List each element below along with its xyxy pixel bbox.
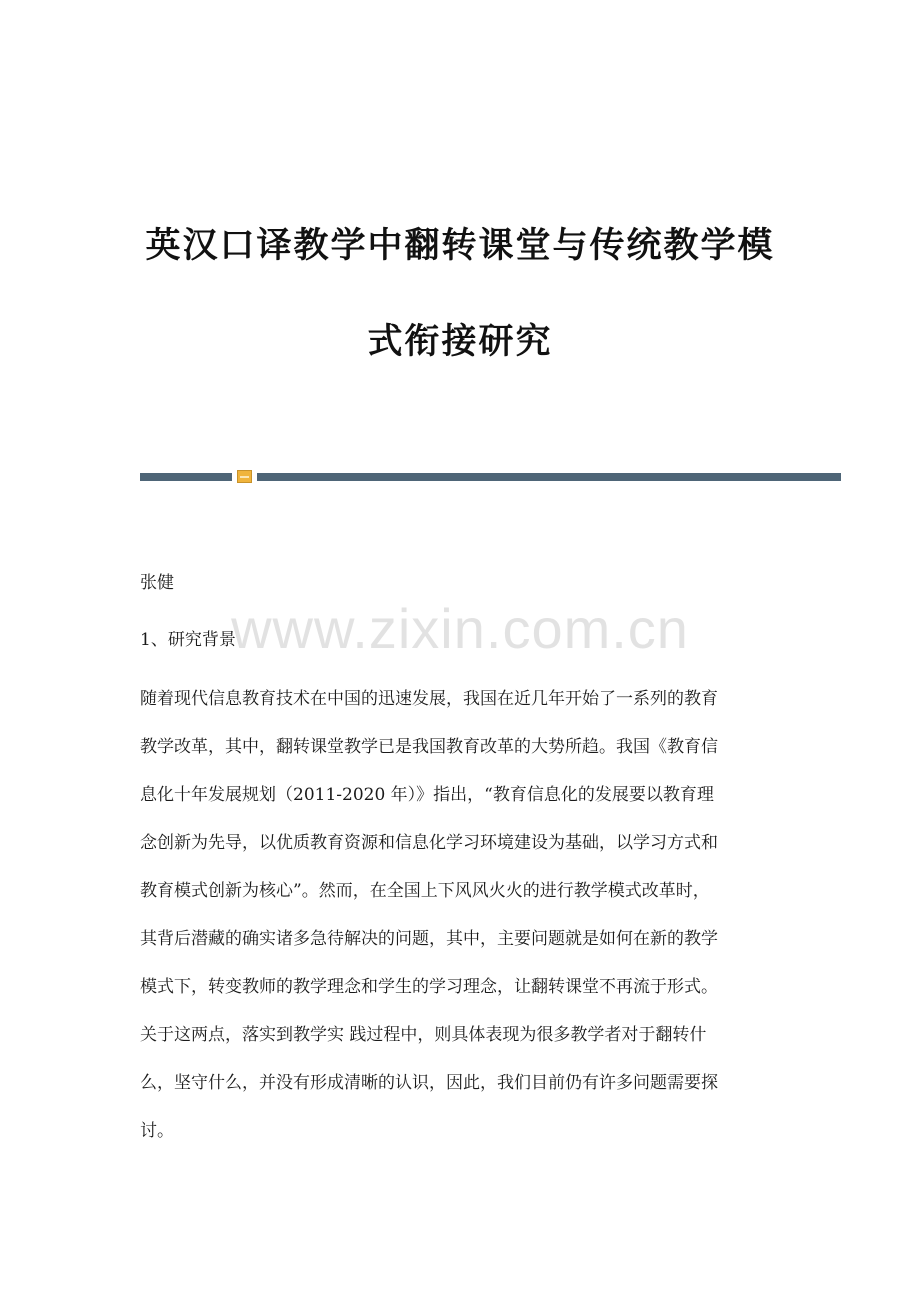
body-line: 随着现代信息教育技术在中国的迅速发展，我国在近几年开始了一系列的教育 [140, 689, 718, 709]
body-paragraph [140, 675, 780, 1155]
divider-bar-left [140, 473, 232, 481]
body-line: 讨。 [140, 1121, 174, 1141]
body-line: 息化十年发展规划（2011-2020 年）》指出，“教育信息化的发展要以教育理 [140, 785, 714, 805]
title-divider [140, 470, 841, 484]
section-heading: 1、研究背景 [140, 630, 236, 650]
watermark: www.zixin.com.cn [231, 597, 689, 660]
document-title-line-1: 英汉口译教学中翻转课堂与传统教学模 [145, 225, 775, 266]
divider-bar-right [257, 473, 841, 481]
divider-ornament-icon [237, 470, 252, 483]
body-line: 么，坚守什么，并没有形成清晰的认识，因此，我们目前仍有许多问题需要探 [140, 1073, 718, 1093]
body-line: 模式下，转变教师的教学理念和学生的学习理念，让翻转课堂不再流于形式。 [140, 977, 718, 997]
document-title-line-2: 式衔接研究 [367, 321, 553, 362]
body-line: 关于这两点，落实到教学实 践过程中，则具体表现为很多教学者对于翻转什 [140, 1025, 707, 1045]
body-line: 教学改革，其中，翻转课堂教学已是我国教育改革的大势所趋。我国《教育信 [140, 737, 718, 757]
body-line: 念创新为先导，以优质教育资源和信息化学习环境建设为基础，以学习方式和 [140, 833, 718, 853]
body-line: 其背后潜藏的确实诸多急待解决的问题，其中，主要问题就是如何在新的教学 [140, 929, 718, 949]
body-line: 教育模式创新为核心”。然而，在全国上下风风火火的进行教学模式改革时， [140, 881, 710, 901]
author-name: 张健 [140, 573, 174, 593]
